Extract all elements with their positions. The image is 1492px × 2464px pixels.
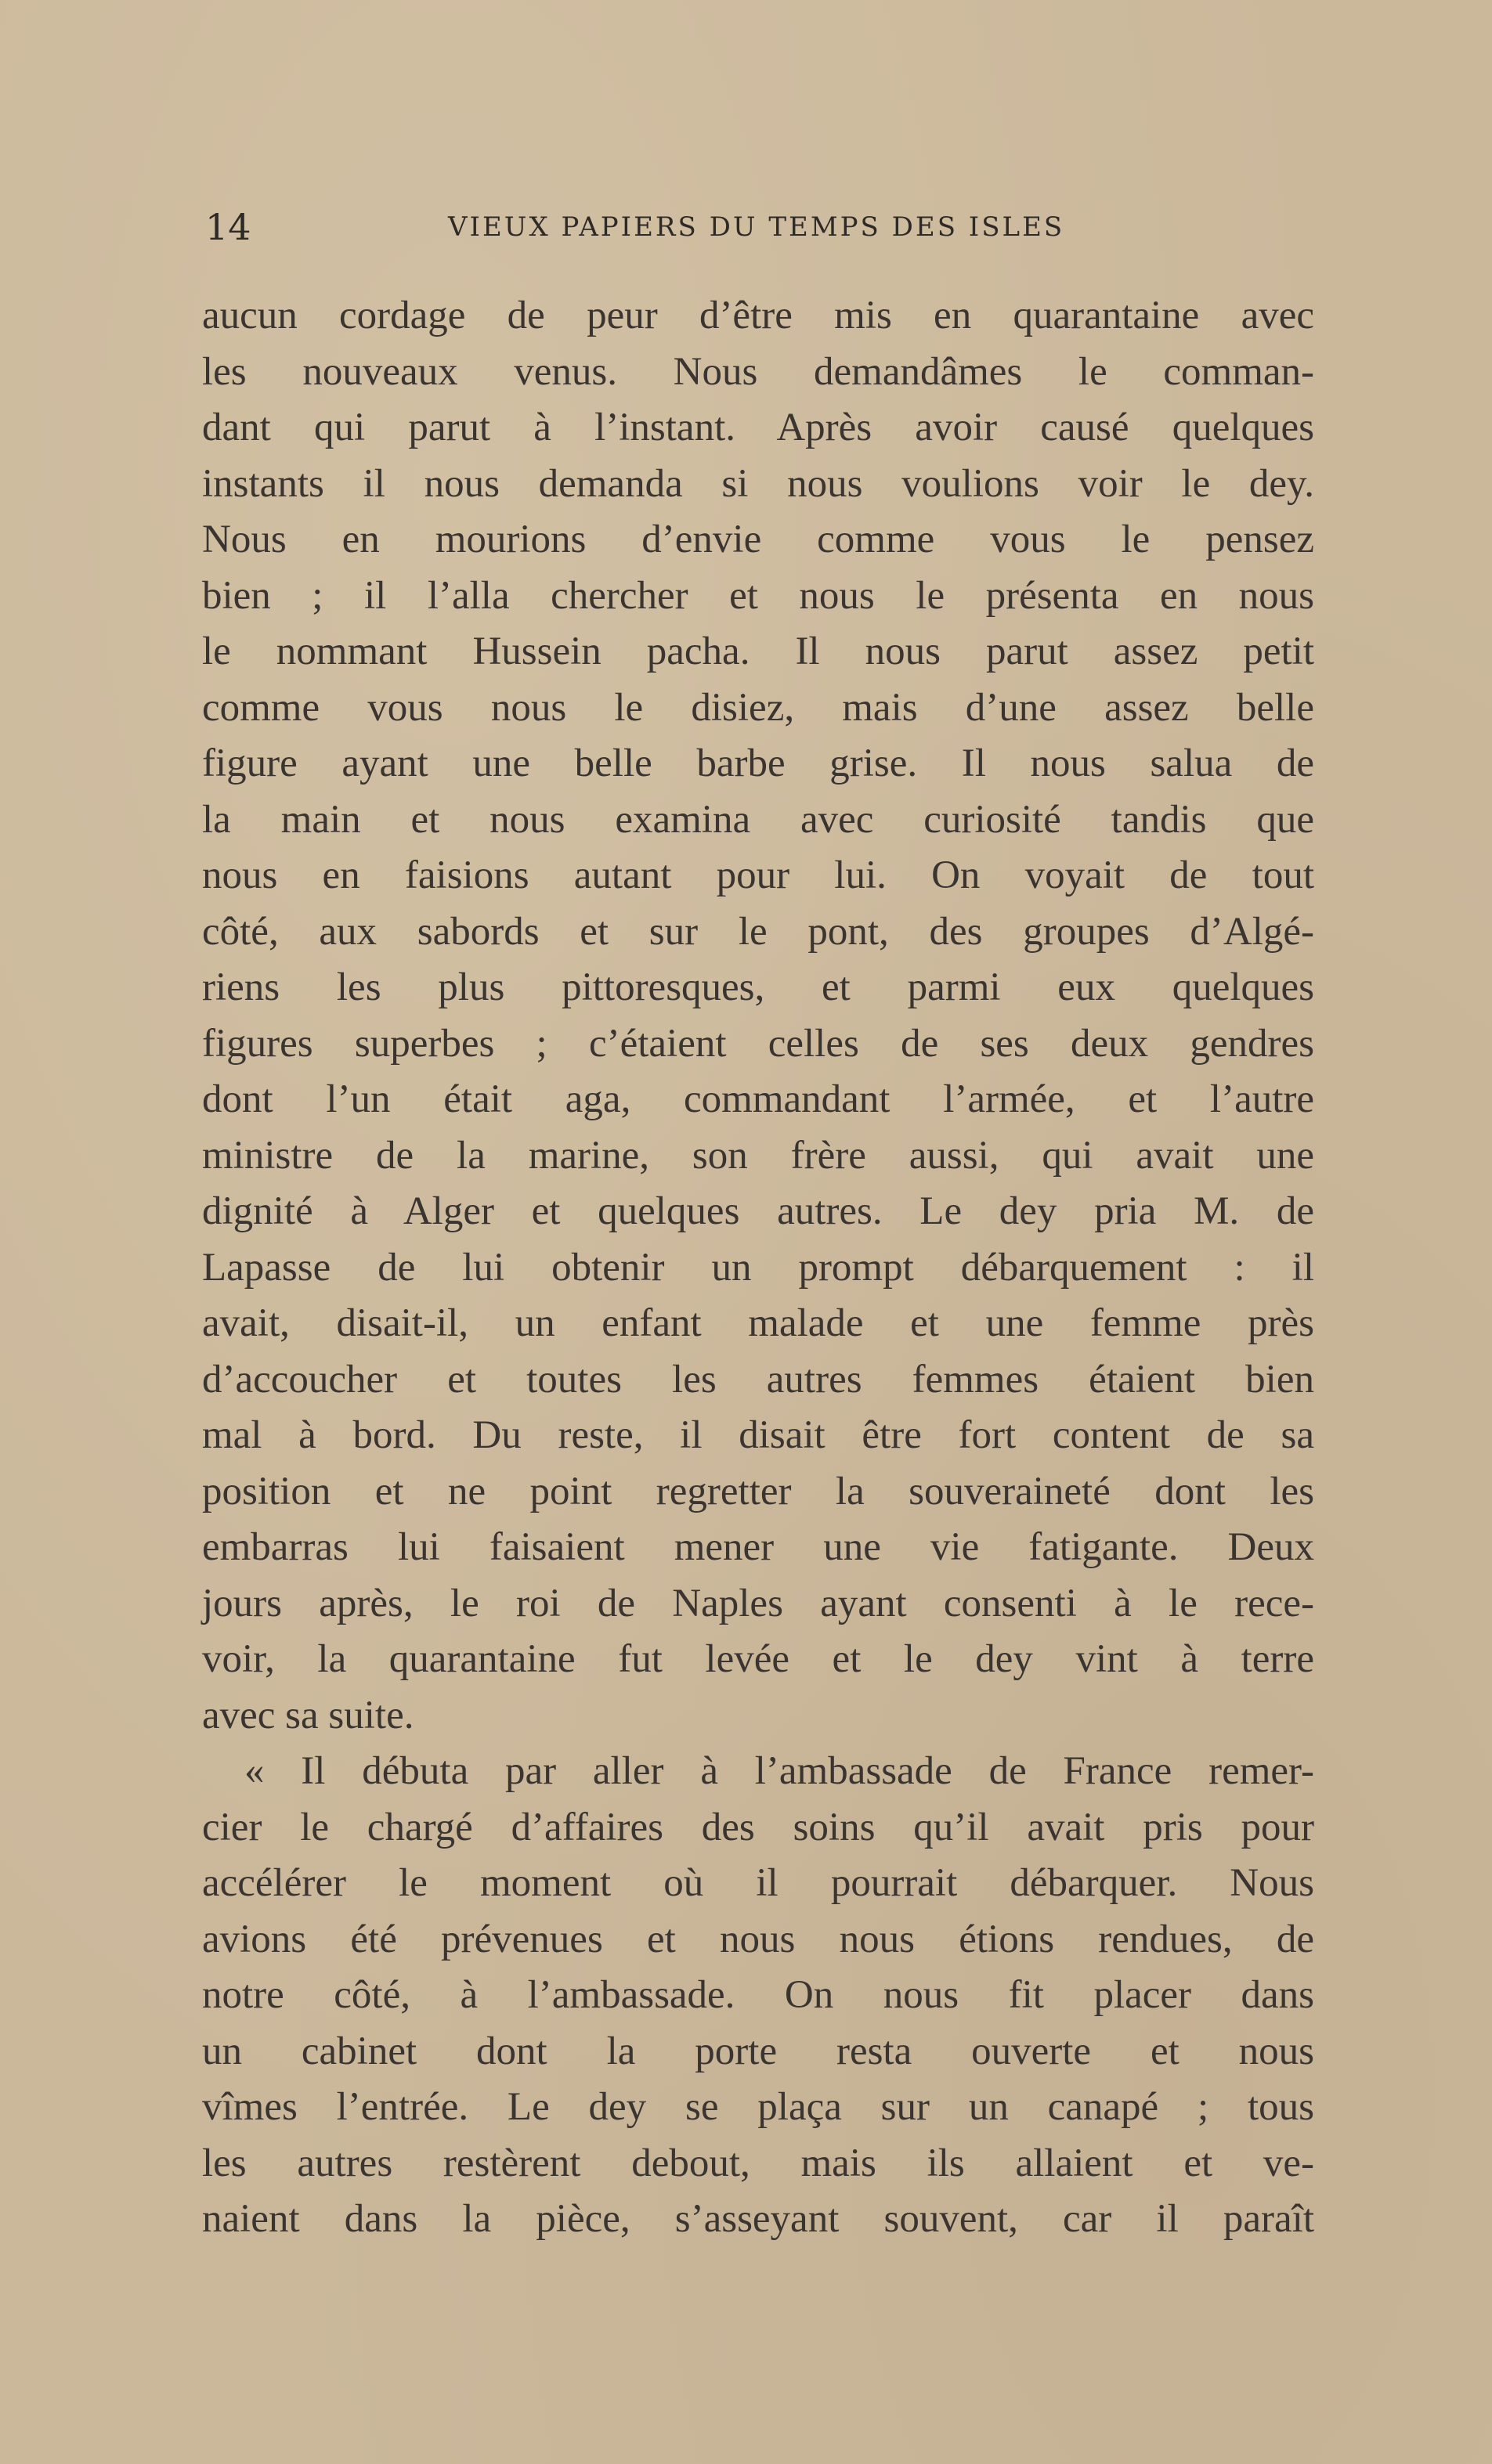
text-line: Nous en mourions d’envie comme vous le pensez [202,518,1314,561]
page-header [205,205,1310,249]
text-line: d’accoucher et toutes les autres femmes étaient bien [202,1357,1314,1402]
text-line: avions été prévenues et nous nous étions rendues, de [202,1917,1314,1961]
text-line: cier le chargé d’affaires des soins qu’il avait pris pour [202,1805,1314,1849]
text-line: bien ; il l’alla chercher et nous le présenta en nous [202,573,1314,618]
text-line: avec sa suite. [202,1693,414,1737]
text-line: instants il nous demanda si nous voulions voir le dey. [202,461,1314,506]
text-line: Lapasse de lui obtenir un prompt débarquement : il [202,1245,1314,1290]
body-text [202,288,1314,2248]
text-line: jours après, le roi de Naples ayant consenti à le rece- [202,1581,1314,1625]
text-line: côté, aux sabords et sur le pont, des groupes d’Algé- [202,909,1314,954]
text-line: accélérer le moment où il pourrait débarquer. Nous [202,1861,1314,1905]
text-line: embarras lui faisaient mener une vie fatigante. Deux [202,1525,1314,1569]
text-line: voir, la quarantaine fut levée et le dey vint à terre [202,1637,1314,1681]
text-line: un cabinet dont la porte resta ouverte et nous [202,2029,1314,2073]
text-line: notre côté, à l’ambassade. On nous fit placer dans [202,1973,1314,2017]
text-line: les nouveaux venus. Nous demandâmes le comman- [202,349,1314,394]
text-line: mal à bord. Du reste, il disait être fort content de sa [202,1413,1314,1457]
text-line: aucun cordage de peur d’être mis en quarantaine avec [202,294,1314,337]
running-title: VIEUX PAPIERS DU TEMPS DES ISLES [448,211,1065,243]
text-line: la main et nous examina avec curiosité tandis que [202,797,1314,842]
text-line: ministre de la marine, son frère aussi, qui avait une [202,1133,1314,1178]
text-line: dant qui parut à l’instant. Après avoir causé quelques [202,406,1314,449]
text-line: « Il débuta par aller à l’ambassade de France remer- [244,1749,1314,1793]
text-line: vîmes l’entrée. Le dey se plaça sur un canapé ; tous [202,2085,1314,2129]
text-line: riens les plus pittoresques, et parmi eux quelques [202,965,1314,1009]
text-line: figure ayant une belle barbe grise. Il nous salua de [202,741,1314,785]
text-line: position et ne point regretter la souveraineté dont les [202,1469,1314,1513]
text-line: naient dans la pièce, s’asseyant souvent, car il paraît [202,2197,1314,2241]
text-line: comme vous nous le disiez, mais d’une assez belle [202,685,1314,730]
text-line: avait, disait-il, un enfant malade et une femme près [202,1301,1314,1345]
text-line: figures superbes ; c’étaient celles de ses deux gendres [202,1021,1314,1066]
text-line: les autres restèrent debout, mais ils allaient et ve- [202,2141,1314,2185]
text-line: dont l’un était aga, commandant l’armée, et l’autre [202,1077,1314,1121]
text-line: nous en faisions autant pour lui. On voyait de tout [202,853,1314,897]
page-number: 14 [205,206,251,248]
text-line: le nommant Hussein pacha. Il nous parut assez petit [202,630,1314,673]
text-line: dignité à Alger et quelques autres. Le dey pria M. de [202,1189,1314,1233]
